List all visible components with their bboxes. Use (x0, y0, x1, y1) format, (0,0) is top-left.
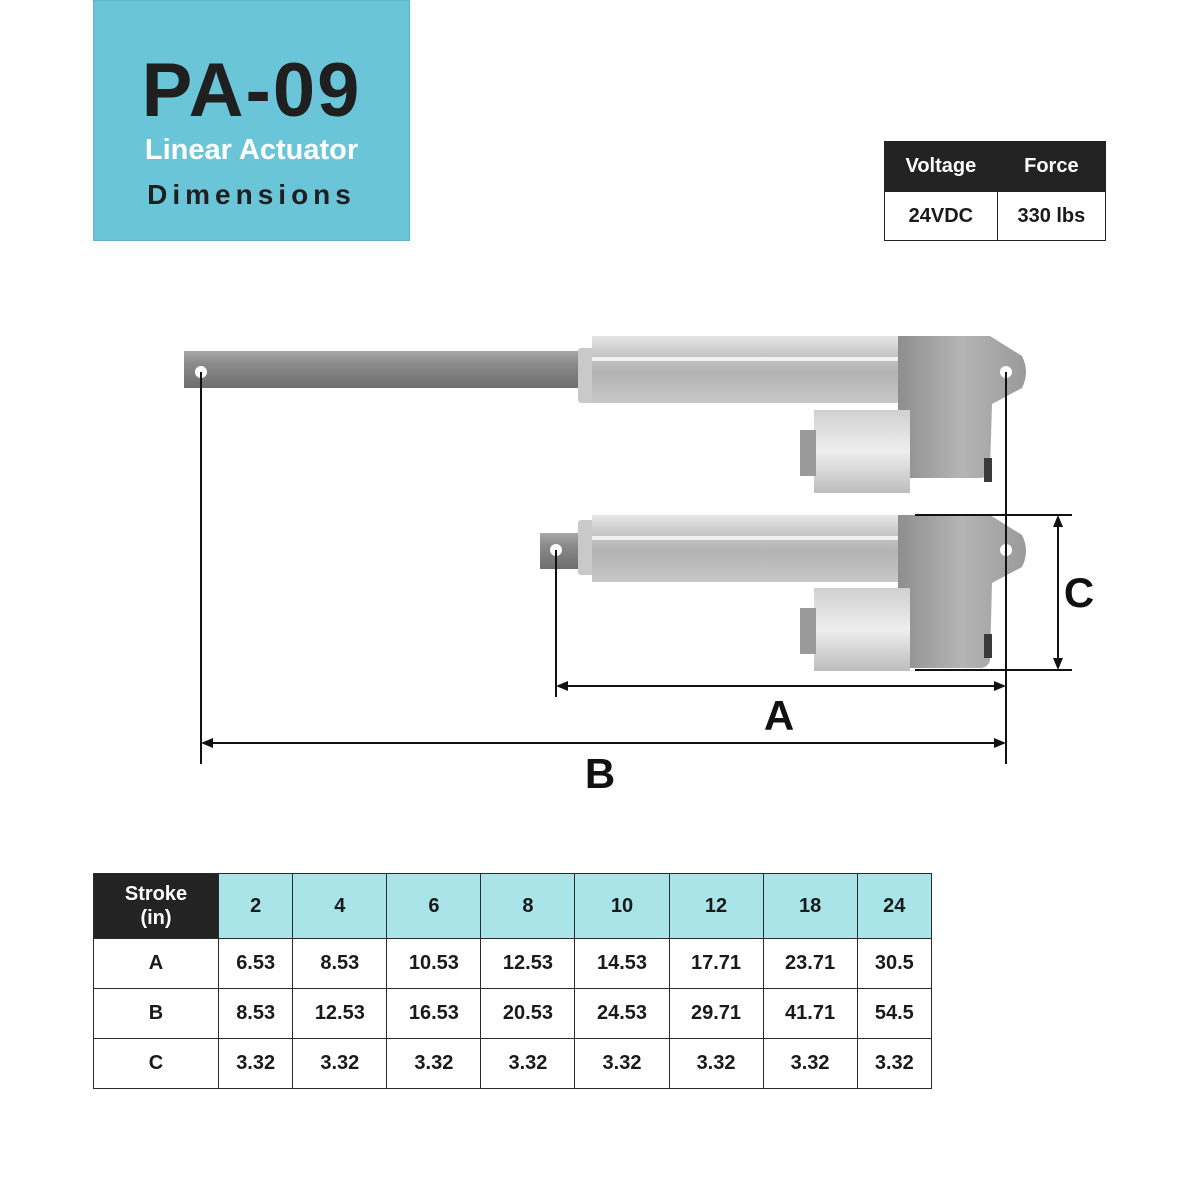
table-cell: 24.53 (575, 989, 669, 1039)
table-cell: 3.32 (857, 1039, 931, 1089)
section-subtitle: Dimensions (147, 179, 356, 210)
spec-value-force: 330 lbs (997, 192, 1105, 241)
table-cell: 16.53 (387, 989, 481, 1039)
table-cell: 12.53 (481, 939, 575, 989)
stroke-header-row (94, 874, 932, 939)
table-cell: 30.5 (857, 939, 931, 989)
table-cell: 29.71 (669, 989, 763, 1039)
spec-header-voltage: Voltage (885, 142, 998, 192)
product-subtitle: Linear Actuator (144, 134, 359, 166)
retracted-motor-cap (800, 608, 816, 654)
retracted-tube (592, 515, 904, 582)
stroke-header-cell: 12 (669, 874, 763, 939)
stroke-label-line2: (in) (140, 907, 172, 929)
table-cell: 17.71 (669, 939, 763, 989)
stroke-label-line1: Stroke (124, 883, 188, 905)
model-title: PA-09 (141, 48, 362, 133)
table-cell: 12.53 (293, 989, 387, 1039)
table-cell: 41.71 (763, 989, 857, 1039)
row-label: B (94, 989, 219, 1039)
stroke-header-cell: 4 (293, 874, 387, 939)
table-cell: 3.32 (481, 1039, 575, 1089)
table-cell: 23.71 (763, 939, 857, 989)
retracted-actuator (540, 515, 1026, 671)
spec-header-force: Force (997, 142, 1105, 192)
stroke-header-cell: 6 (387, 874, 481, 939)
extended-rod (184, 351, 584, 388)
dimension-label-a: A (763, 692, 795, 739)
stroke-header-label (94, 874, 219, 939)
table-cell: 20.53 (481, 989, 575, 1039)
retracted-rod-collar (578, 520, 594, 575)
extended-rod-collar (578, 348, 594, 403)
stroke-header-cell: 18 (763, 874, 857, 939)
dimension-table (93, 873, 932, 1089)
row-label: A (94, 939, 219, 989)
table-cell: 54.5 (857, 989, 931, 1039)
table-row-c (94, 1039, 932, 1089)
stroke-header-cell: 10 (575, 874, 669, 939)
table-cell: 14.53 (575, 939, 669, 989)
extended-motor (814, 410, 910, 493)
stroke-header-cell: 8 (481, 874, 575, 939)
table-cell: 3.32 (763, 1039, 857, 1089)
row-label: C (94, 1039, 219, 1089)
table-cell: 3.32 (575, 1039, 669, 1089)
table-cell: 6.53 (219, 939, 293, 989)
table-cell: 10.53 (387, 939, 481, 989)
extended-tube (592, 336, 904, 403)
table-row-b (94, 989, 932, 1039)
dimension-label-b: B (584, 750, 616, 797)
table-cell: 8.53 (293, 939, 387, 989)
extended-motor-cap (800, 430, 816, 476)
table-cell: 8.53 (219, 989, 293, 1039)
table-row-a (94, 939, 932, 989)
extended-actuator (184, 336, 1026, 493)
stroke-header-cell: 2 (219, 874, 293, 939)
table-cell: 3.32 (219, 1039, 293, 1089)
table-cell: 3.32 (387, 1039, 481, 1089)
retracted-motor (814, 588, 910, 671)
stroke-header-cell: 24 (857, 874, 931, 939)
spec-value-voltage: 24VDC (885, 192, 998, 241)
table-cell: 3.32 (293, 1039, 387, 1089)
table-cell: 3.32 (669, 1039, 763, 1089)
dimension-label-c: C (1063, 569, 1095, 616)
